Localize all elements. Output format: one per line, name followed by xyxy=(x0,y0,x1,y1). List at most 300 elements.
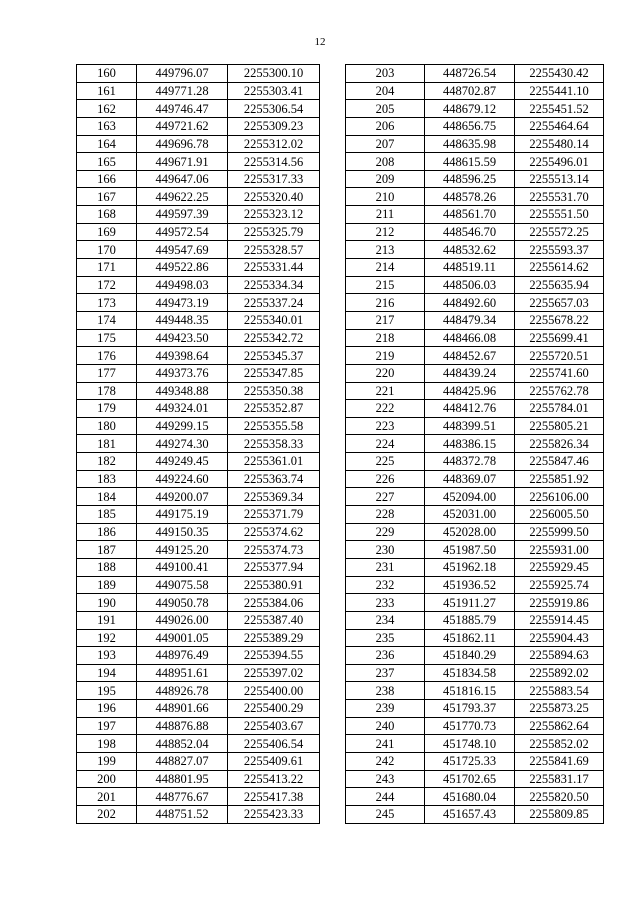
point-number-cell: 225 xyxy=(346,453,425,471)
point-number-cell: 188 xyxy=(77,558,137,576)
point-number-cell: 200 xyxy=(77,770,137,788)
table-row xyxy=(77,417,320,435)
table-row xyxy=(346,259,604,277)
table-row xyxy=(77,206,320,224)
y-coordinate-cell: 2255784.01 xyxy=(515,400,604,418)
y-coordinate-cell: 2255999.50 xyxy=(515,523,604,541)
point-number-cell: 222 xyxy=(346,400,425,418)
table-row xyxy=(77,770,320,788)
table-row xyxy=(77,576,320,594)
y-coordinate-cell: 2255323.12 xyxy=(228,206,320,224)
y-coordinate-cell: 2255361.01 xyxy=(228,453,320,471)
x-coordinate-cell: 451840.29 xyxy=(425,647,515,665)
point-number-cell: 219 xyxy=(346,347,425,365)
x-coordinate-cell: 449299.15 xyxy=(137,417,228,435)
table-row xyxy=(346,594,604,612)
y-coordinate-cell: 2255300.10 xyxy=(228,65,320,83)
point-number-cell: 176 xyxy=(77,347,137,365)
y-coordinate-cell: 2255320.40 xyxy=(228,188,320,206)
x-coordinate-cell: 449100.41 xyxy=(137,558,228,576)
x-coordinate-cell: 448425.96 xyxy=(425,382,515,400)
table-row xyxy=(346,611,604,629)
x-coordinate-cell: 448726.54 xyxy=(425,65,515,83)
table-row xyxy=(77,117,320,135)
point-number-cell: 165 xyxy=(77,153,137,171)
point-number-cell: 210 xyxy=(346,188,425,206)
x-coordinate-cell: 449398.64 xyxy=(137,347,228,365)
point-number-cell: 161 xyxy=(77,82,137,100)
y-coordinate-cell: 2255593.37 xyxy=(515,241,604,259)
x-coordinate-cell: 451885.79 xyxy=(425,611,515,629)
x-coordinate-cell: 448596.25 xyxy=(425,170,515,188)
table-row xyxy=(77,82,320,100)
y-coordinate-cell: 2255403.67 xyxy=(228,717,320,735)
y-coordinate-cell: 2255551.50 xyxy=(515,206,604,224)
x-coordinate-cell: 448386.15 xyxy=(425,435,515,453)
y-coordinate-cell: 2255314.56 xyxy=(228,153,320,171)
table-row xyxy=(77,717,320,735)
y-coordinate-cell: 2255873.25 xyxy=(515,700,604,718)
x-coordinate-cell: 449721.62 xyxy=(137,117,228,135)
table-row xyxy=(346,770,604,788)
x-coordinate-cell: 449498.03 xyxy=(137,276,228,294)
y-coordinate-cell: 2255387.40 xyxy=(228,611,320,629)
x-coordinate-cell: 451987.50 xyxy=(425,541,515,559)
table-row xyxy=(346,65,604,83)
x-coordinate-cell: 451702.65 xyxy=(425,770,515,788)
y-coordinate-cell: 2255904.43 xyxy=(515,629,604,647)
point-number-cell: 164 xyxy=(77,135,137,153)
y-coordinate-cell: 2255572.25 xyxy=(515,223,604,241)
x-coordinate-cell: 449249.45 xyxy=(137,453,228,471)
point-number-cell: 220 xyxy=(346,364,425,382)
table-row xyxy=(346,788,604,806)
point-number-cell: 196 xyxy=(77,700,137,718)
x-coordinate-cell: 451862.11 xyxy=(425,629,515,647)
y-coordinate-cell: 2255805.21 xyxy=(515,417,604,435)
point-number-cell: 163 xyxy=(77,117,137,135)
x-coordinate-cell: 449572.54 xyxy=(137,223,228,241)
table-row xyxy=(346,153,604,171)
point-number-cell: 245 xyxy=(346,805,425,823)
point-number-cell: 234 xyxy=(346,611,425,629)
x-coordinate-cell: 449473.19 xyxy=(137,294,228,312)
x-coordinate-cell: 451657.43 xyxy=(425,805,515,823)
x-coordinate-cell: 449622.25 xyxy=(137,188,228,206)
y-coordinate-cell: 2255929.45 xyxy=(515,558,604,576)
table-row xyxy=(77,65,320,83)
table-row xyxy=(346,805,604,823)
x-coordinate-cell: 448492.60 xyxy=(425,294,515,312)
table-row xyxy=(346,647,604,665)
x-coordinate-cell: 448452.67 xyxy=(425,347,515,365)
table-row xyxy=(346,117,604,135)
point-number-cell: 193 xyxy=(77,647,137,665)
y-coordinate-cell: 2255325.79 xyxy=(228,223,320,241)
point-number-cell: 214 xyxy=(346,259,425,277)
table-row xyxy=(77,647,320,665)
point-number-cell: 191 xyxy=(77,611,137,629)
table-row xyxy=(346,329,604,347)
point-number-cell: 174 xyxy=(77,311,137,329)
y-coordinate-cell: 2255894.63 xyxy=(515,647,604,665)
x-coordinate-cell: 451748.10 xyxy=(425,735,515,753)
point-number-cell: 208 xyxy=(346,153,425,171)
x-coordinate-cell: 448369.07 xyxy=(425,470,515,488)
x-coordinate-cell: 449423.50 xyxy=(137,329,228,347)
point-number-cell: 212 xyxy=(346,223,425,241)
x-coordinate-cell: 452094.00 xyxy=(425,488,515,506)
point-number-cell: 218 xyxy=(346,329,425,347)
y-coordinate-cell: 2255657.03 xyxy=(515,294,604,312)
point-number-cell: 195 xyxy=(77,682,137,700)
point-number-cell: 223 xyxy=(346,417,425,435)
y-coordinate-cell: 2255451.52 xyxy=(515,100,604,118)
table-row xyxy=(346,82,604,100)
y-coordinate-cell: 2255852.02 xyxy=(515,735,604,753)
table-row xyxy=(77,135,320,153)
point-number-cell: 228 xyxy=(346,506,425,524)
point-number-cell: 181 xyxy=(77,435,137,453)
x-coordinate-cell: 449348.88 xyxy=(137,382,228,400)
point-number-cell: 162 xyxy=(77,100,137,118)
point-number-cell: 201 xyxy=(77,788,137,806)
point-number-cell: 240 xyxy=(346,717,425,735)
table-row xyxy=(346,188,604,206)
y-coordinate-cell: 2255328.57 xyxy=(228,241,320,259)
table-row xyxy=(346,311,604,329)
y-coordinate-cell: 2255369.34 xyxy=(228,488,320,506)
point-number-cell: 236 xyxy=(346,647,425,665)
point-number-cell: 170 xyxy=(77,241,137,259)
y-coordinate-cell: 2255496.01 xyxy=(515,153,604,171)
y-coordinate-cell: 2255914.45 xyxy=(515,611,604,629)
table-row xyxy=(77,470,320,488)
y-coordinate-cell: 2255531.70 xyxy=(515,188,604,206)
table-row xyxy=(77,259,320,277)
x-coordinate-cell: 452028.00 xyxy=(425,523,515,541)
table-row xyxy=(77,329,320,347)
y-coordinate-cell: 2255409.61 xyxy=(228,752,320,770)
y-coordinate-cell: 2255430.42 xyxy=(515,65,604,83)
table-row xyxy=(346,364,604,382)
table-row xyxy=(77,611,320,629)
x-coordinate-cell: 448901.66 xyxy=(137,700,228,718)
x-coordinate-cell: 449796.07 xyxy=(137,65,228,83)
table-row xyxy=(346,100,604,118)
point-number-cell: 231 xyxy=(346,558,425,576)
point-number-cell: 242 xyxy=(346,752,425,770)
point-number-cell: 241 xyxy=(346,735,425,753)
table-row xyxy=(346,294,604,312)
x-coordinate-cell: 449671.91 xyxy=(137,153,228,171)
point-number-cell: 169 xyxy=(77,223,137,241)
table-row xyxy=(346,206,604,224)
y-coordinate-cell: 2255406.54 xyxy=(228,735,320,753)
table-row xyxy=(346,400,604,418)
table-row xyxy=(346,576,604,594)
x-coordinate-cell: 448876.88 xyxy=(137,717,228,735)
point-number-cell: 216 xyxy=(346,294,425,312)
point-number-cell: 187 xyxy=(77,541,137,559)
point-number-cell: 217 xyxy=(346,311,425,329)
table-row xyxy=(77,664,320,682)
point-number-cell: 215 xyxy=(346,276,425,294)
page-number: 12 xyxy=(314,36,326,48)
table-row xyxy=(346,752,604,770)
point-number-cell: 185 xyxy=(77,506,137,524)
y-coordinate-cell: 2255334.34 xyxy=(228,276,320,294)
table-row xyxy=(77,311,320,329)
y-coordinate-cell: 2255441.10 xyxy=(515,82,604,100)
point-number-cell: 166 xyxy=(77,170,137,188)
x-coordinate-cell: 449200.07 xyxy=(137,488,228,506)
point-number-cell: 173 xyxy=(77,294,137,312)
x-coordinate-cell: 448926.78 xyxy=(137,682,228,700)
table-row xyxy=(77,735,320,753)
table-row xyxy=(77,541,320,559)
table-row xyxy=(346,717,604,735)
y-coordinate-cell: 2255394.55 xyxy=(228,647,320,665)
y-coordinate-cell: 2256106.00 xyxy=(515,488,604,506)
y-coordinate-cell: 2255347.85 xyxy=(228,364,320,382)
table-row xyxy=(77,435,320,453)
point-number-cell: 207 xyxy=(346,135,425,153)
table-row xyxy=(77,188,320,206)
y-coordinate-cell: 2255741.60 xyxy=(515,364,604,382)
point-number-cell: 190 xyxy=(77,594,137,612)
x-coordinate-cell: 451725.33 xyxy=(425,752,515,770)
point-number-cell: 202 xyxy=(77,805,137,823)
point-number-cell: 206 xyxy=(346,117,425,135)
y-coordinate-cell: 2255635.94 xyxy=(515,276,604,294)
point-number-cell: 197 xyxy=(77,717,137,735)
table-row xyxy=(77,523,320,541)
coordinates-table-left xyxy=(76,64,320,824)
y-coordinate-cell: 2255312.02 xyxy=(228,135,320,153)
y-coordinate-cell: 2255851.92 xyxy=(515,470,604,488)
y-coordinate-cell: 2255374.73 xyxy=(228,541,320,559)
y-coordinate-cell: 2255350.38 xyxy=(228,382,320,400)
table-row xyxy=(77,400,320,418)
x-coordinate-cell: 451770.73 xyxy=(425,717,515,735)
point-number-cell: 232 xyxy=(346,576,425,594)
x-coordinate-cell: 448372.78 xyxy=(425,453,515,471)
table-row xyxy=(77,153,320,171)
y-coordinate-cell: 2255892.02 xyxy=(515,664,604,682)
table-row xyxy=(346,523,604,541)
table-row xyxy=(346,135,604,153)
table-row xyxy=(346,223,604,241)
table-row xyxy=(77,347,320,365)
y-coordinate-cell: 2255389.29 xyxy=(228,629,320,647)
x-coordinate-cell: 451936.52 xyxy=(425,576,515,594)
table-body-left xyxy=(77,65,320,824)
point-number-cell: 178 xyxy=(77,382,137,400)
x-coordinate-cell: 449324.01 xyxy=(137,400,228,418)
x-coordinate-cell: 449696.78 xyxy=(137,135,228,153)
point-number-cell: 224 xyxy=(346,435,425,453)
x-coordinate-cell: 451834.58 xyxy=(425,664,515,682)
table-row xyxy=(346,453,604,471)
y-coordinate-cell: 2255337.24 xyxy=(228,294,320,312)
x-coordinate-cell: 448561.70 xyxy=(425,206,515,224)
point-number-cell: 238 xyxy=(346,682,425,700)
table-row xyxy=(77,294,320,312)
point-number-cell: 180 xyxy=(77,417,137,435)
point-number-cell: 213 xyxy=(346,241,425,259)
point-number-cell: 204 xyxy=(346,82,425,100)
table-row xyxy=(77,170,320,188)
y-coordinate-cell: 2255355.58 xyxy=(228,417,320,435)
x-coordinate-cell: 448656.75 xyxy=(425,117,515,135)
y-coordinate-cell: 2255809.85 xyxy=(515,805,604,823)
x-coordinate-cell: 448479.34 xyxy=(425,311,515,329)
table-row xyxy=(77,241,320,259)
table-row xyxy=(346,470,604,488)
x-coordinate-cell: 448412.76 xyxy=(425,400,515,418)
y-coordinate-cell: 2255374.62 xyxy=(228,523,320,541)
x-coordinate-cell: 448951.61 xyxy=(137,664,228,682)
x-coordinate-cell: 449746.47 xyxy=(137,100,228,118)
x-coordinate-cell: 448615.59 xyxy=(425,153,515,171)
y-coordinate-cell: 2255841.69 xyxy=(515,752,604,770)
table-row xyxy=(346,417,604,435)
y-coordinate-cell: 2255352.87 xyxy=(228,400,320,418)
x-coordinate-cell: 449522.86 xyxy=(137,259,228,277)
x-coordinate-cell: 449050.78 xyxy=(137,594,228,612)
x-coordinate-cell: 448506.03 xyxy=(425,276,515,294)
table-row xyxy=(77,100,320,118)
point-number-cell: 229 xyxy=(346,523,425,541)
y-coordinate-cell: 2255380.91 xyxy=(228,576,320,594)
x-coordinate-cell: 448776.67 xyxy=(137,788,228,806)
point-number-cell: 189 xyxy=(77,576,137,594)
x-coordinate-cell: 448519.11 xyxy=(425,259,515,277)
table-row xyxy=(77,594,320,612)
y-coordinate-cell: 2255762.78 xyxy=(515,382,604,400)
point-number-cell: 237 xyxy=(346,664,425,682)
y-coordinate-cell: 2255400.29 xyxy=(228,700,320,718)
y-coordinate-cell: 2255340.01 xyxy=(228,311,320,329)
x-coordinate-cell: 449597.39 xyxy=(137,206,228,224)
x-coordinate-cell: 451816.15 xyxy=(425,682,515,700)
y-coordinate-cell: 2255342.72 xyxy=(228,329,320,347)
x-coordinate-cell: 448546.70 xyxy=(425,223,515,241)
table-row xyxy=(346,488,604,506)
table-row xyxy=(346,382,604,400)
x-coordinate-cell: 449647.06 xyxy=(137,170,228,188)
point-number-cell: 168 xyxy=(77,206,137,224)
table-row xyxy=(346,664,604,682)
y-coordinate-cell: 2255303.41 xyxy=(228,82,320,100)
point-number-cell: 160 xyxy=(77,65,137,83)
table-row xyxy=(346,735,604,753)
x-coordinate-cell: 449125.20 xyxy=(137,541,228,559)
x-coordinate-cell: 449547.69 xyxy=(137,241,228,259)
point-number-cell: 235 xyxy=(346,629,425,647)
table-row xyxy=(77,223,320,241)
point-number-cell: 239 xyxy=(346,700,425,718)
y-coordinate-cell: 2255464.64 xyxy=(515,117,604,135)
table-row xyxy=(346,276,604,294)
point-number-cell: 230 xyxy=(346,541,425,559)
x-coordinate-cell: 451962.18 xyxy=(425,558,515,576)
table-row xyxy=(77,558,320,576)
x-coordinate-cell: 448751.52 xyxy=(137,805,228,823)
x-coordinate-cell: 448801.95 xyxy=(137,770,228,788)
y-coordinate-cell: 2255306.54 xyxy=(228,100,320,118)
point-number-cell: 227 xyxy=(346,488,425,506)
point-number-cell: 221 xyxy=(346,382,425,400)
y-coordinate-cell: 2255331.44 xyxy=(228,259,320,277)
x-coordinate-cell: 449026.00 xyxy=(137,611,228,629)
table-row xyxy=(77,382,320,400)
table-row xyxy=(346,558,604,576)
table-row xyxy=(77,805,320,823)
x-coordinate-cell: 448827.07 xyxy=(137,752,228,770)
y-coordinate-cell: 2255826.34 xyxy=(515,435,604,453)
coordinates-table-right xyxy=(345,64,604,824)
x-coordinate-cell: 448466.08 xyxy=(425,329,515,347)
point-number-cell: 226 xyxy=(346,470,425,488)
y-coordinate-cell: 2255384.06 xyxy=(228,594,320,612)
table-row xyxy=(346,682,604,700)
x-coordinate-cell: 448399.51 xyxy=(425,417,515,435)
x-coordinate-cell: 449224.60 xyxy=(137,470,228,488)
table-row xyxy=(346,541,604,559)
table-row xyxy=(77,364,320,382)
table-row xyxy=(346,700,604,718)
x-coordinate-cell: 448532.62 xyxy=(425,241,515,259)
table-row xyxy=(77,682,320,700)
x-coordinate-cell: 451911.27 xyxy=(425,594,515,612)
point-number-cell: 184 xyxy=(77,488,137,506)
y-coordinate-cell: 2255699.41 xyxy=(515,329,604,347)
y-coordinate-cell: 2255720.51 xyxy=(515,347,604,365)
y-coordinate-cell: 2255377.94 xyxy=(228,558,320,576)
point-number-cell: 186 xyxy=(77,523,137,541)
table-row xyxy=(346,629,604,647)
y-coordinate-cell: 2255919.86 xyxy=(515,594,604,612)
y-coordinate-cell: 2255678.22 xyxy=(515,311,604,329)
y-coordinate-cell: 2255862.64 xyxy=(515,717,604,735)
point-number-cell: 167 xyxy=(77,188,137,206)
x-coordinate-cell: 448578.26 xyxy=(425,188,515,206)
table-row xyxy=(346,435,604,453)
x-coordinate-cell: 452031.00 xyxy=(425,506,515,524)
x-coordinate-cell: 449150.35 xyxy=(137,523,228,541)
x-coordinate-cell: 449001.05 xyxy=(137,629,228,647)
table-row xyxy=(346,170,604,188)
y-coordinate-cell: 2255883.54 xyxy=(515,682,604,700)
y-coordinate-cell: 2255831.17 xyxy=(515,770,604,788)
point-number-cell: 175 xyxy=(77,329,137,347)
table-row xyxy=(346,347,604,365)
point-number-cell: 233 xyxy=(346,594,425,612)
y-coordinate-cell: 2255480.14 xyxy=(515,135,604,153)
x-coordinate-cell: 451793.37 xyxy=(425,700,515,718)
point-number-cell: 199 xyxy=(77,752,137,770)
point-number-cell: 194 xyxy=(77,664,137,682)
y-coordinate-cell: 2255417.38 xyxy=(228,788,320,806)
table-row xyxy=(346,241,604,259)
point-number-cell: 205 xyxy=(346,100,425,118)
y-coordinate-cell: 2255413.22 xyxy=(228,770,320,788)
x-coordinate-cell: 449373.76 xyxy=(137,364,228,382)
y-coordinate-cell: 2255931.00 xyxy=(515,541,604,559)
y-coordinate-cell: 2255358.33 xyxy=(228,435,320,453)
